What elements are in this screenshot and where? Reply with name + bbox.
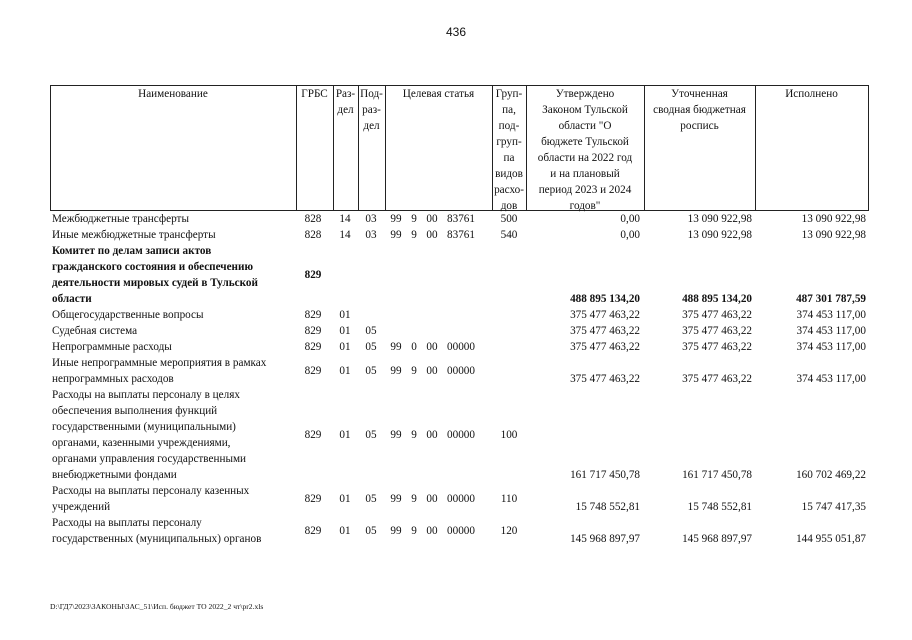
- row-name-line: органами управления государственными: [52, 453, 247, 465]
- section-code: 14: [339, 229, 351, 241]
- target-code-program: 99: [390, 213, 402, 225]
- refined-amount: 375 477 463,22: [682, 341, 752, 353]
- executed-amount: 160 702 469,22: [796, 469, 866, 481]
- approved-amount: 375 477 463,22: [570, 325, 640, 337]
- target-code-program: 99: [390, 229, 402, 241]
- header-razdel-line-0: Раз-: [335, 88, 356, 100]
- row-name-line: обеспечения выполнения функций: [52, 405, 218, 417]
- refined-amount: 15 748 552,81: [687, 501, 752, 513]
- header-refined-line-1: сводная бюджетная: [653, 104, 746, 116]
- executed-amount: 144 955 051,87: [796, 533, 866, 545]
- row-name-line: Расходы на выплаты персоналу казенных: [52, 485, 250, 497]
- header-name-line-0: Наименование: [138, 88, 208, 100]
- header-group-line-7: дов: [500, 200, 518, 212]
- row-name-line: Расходы на выплаты персоналу: [52, 517, 202, 529]
- section-code: 01: [339, 341, 351, 353]
- approved-amount: 375 477 463,22: [570, 341, 640, 353]
- grbs-code: 829: [304, 341, 322, 353]
- target-code-direction: 00: [426, 341, 438, 353]
- target-code-program: 99: [390, 341, 402, 353]
- executed-amount: 374 453 117,00: [796, 309, 866, 321]
- header-approved-line-5: и на плановый: [550, 168, 620, 180]
- executed-amount: 374 453 117,00: [796, 341, 866, 353]
- section-code: 01: [339, 309, 351, 321]
- header-group-line-4: па: [503, 152, 515, 164]
- header-approved-line-1: Законом Тульской: [542, 104, 628, 116]
- grbs-code: 829: [304, 429, 322, 441]
- target-code-program: 99: [390, 365, 402, 377]
- row-name-line: государственными (муниципальными): [52, 421, 236, 433]
- target-code-program: 99: [390, 525, 402, 537]
- section-code: 01: [339, 525, 351, 537]
- row-name-line: Судебная система: [52, 325, 138, 337]
- target-code-subprogram: 9: [411, 429, 417, 441]
- row-name-line: Иные межбюджетные трансферты: [52, 229, 216, 241]
- approved-amount: 161 717 450,78: [570, 469, 640, 481]
- approved-amount: 375 477 463,22: [570, 309, 640, 321]
- approved-amount: 0,00: [620, 213, 640, 225]
- executed-amount: 487 301 787,59: [796, 293, 866, 305]
- header-group-line-3: груп-: [496, 136, 522, 148]
- grbs-code: 828: [304, 229, 322, 241]
- executed-amount: 13 090 922,98: [801, 229, 866, 241]
- subsection-code: 03: [365, 229, 377, 241]
- target-code-direction: 00: [426, 525, 438, 537]
- grbs-code: 829: [304, 309, 322, 321]
- header-approved-line-6: период 2023 и 2024: [538, 184, 632, 196]
- approved-amount: 488 895 134,20: [570, 293, 640, 305]
- target-code-subprogram: 9: [411, 213, 417, 225]
- row-name-line: Общегосударственные вопросы: [52, 309, 204, 321]
- grbs-code: 829: [304, 493, 322, 505]
- header-podrazdel-line-0: Под-: [360, 88, 383, 100]
- header-approved-line-3: бюджете Тульской: [541, 136, 629, 148]
- target-code-subprogram: 9: [411, 493, 417, 505]
- target-code-item: 83761: [447, 229, 475, 241]
- header-podrazdel-line-2: дел: [363, 120, 380, 132]
- header-approved-line-7: годов": [569, 200, 601, 212]
- refined-amount: 13 090 922,98: [687, 213, 752, 225]
- header-executed-line-0: Исполнено: [785, 88, 838, 100]
- grbs-code: 829: [304, 269, 322, 281]
- grbs-code: 829: [304, 365, 322, 377]
- section-code: 01: [339, 365, 351, 377]
- executed-amount: 374 453 117,00: [796, 325, 866, 337]
- target-code-item: 83761: [447, 213, 475, 225]
- target-code-direction: 00: [426, 229, 438, 241]
- subsection-code: 05: [365, 341, 377, 353]
- header-group-line-0: Груп-: [495, 88, 523, 100]
- row-name-line: государственных (муниципальных) органов: [52, 533, 262, 545]
- target-code-direction: 00: [426, 493, 438, 505]
- header-approved-line-0: Утверждено: [555, 88, 615, 100]
- subsection-code: 05: [365, 429, 377, 441]
- row-name-line: учреждений: [52, 501, 111, 513]
- target-code-program: 99: [390, 493, 402, 505]
- header-podrazdel-line-1: раз-: [362, 104, 381, 116]
- section-code: 01: [339, 325, 351, 337]
- target-code-item: 00000: [447, 429, 475, 441]
- page-number: 436: [445, 25, 467, 39]
- column-rule-4: [385, 85, 386, 211]
- target-code-item: 00000: [447, 525, 475, 537]
- header-grbs-line-0: ГРБС: [301, 88, 328, 100]
- target-code-item: 00000: [447, 341, 475, 353]
- approved-amount: 0,00: [620, 229, 640, 241]
- row-name-line: гражданского состояния и обеспечению: [52, 261, 254, 273]
- grbs-code: 829: [304, 525, 322, 537]
- header-target-line-0: Целевая статья: [402, 88, 475, 100]
- column-rule-8: [755, 85, 756, 211]
- target-code-direction: 00: [426, 365, 438, 377]
- refined-amount: 375 477 463,22: [682, 309, 752, 321]
- target-code-subprogram: 0: [411, 341, 417, 353]
- section-code: 01: [339, 429, 351, 441]
- row-name-line: деятельности мировых судей в Тульской: [52, 277, 258, 289]
- approved-amount: 375 477 463,22: [570, 373, 640, 385]
- target-code-subprogram: 9: [411, 229, 417, 241]
- row-name-line: непрограммных расходов: [52, 373, 174, 385]
- expense-type-code: 500: [500, 213, 518, 225]
- expense-type-code: 100: [500, 429, 518, 441]
- approved-amount: 145 968 897,97: [570, 533, 640, 545]
- subsection-code: 05: [365, 325, 377, 337]
- header-group-line-1: па,: [502, 104, 516, 116]
- approved-amount: 15 748 552,81: [575, 501, 640, 513]
- header-refined-line-2: роспись: [680, 120, 719, 132]
- refined-amount: 375 477 463,22: [682, 325, 752, 337]
- row-name-line: Иные непрограммные мероприятия в рамках: [52, 357, 267, 369]
- refined-amount: 488 895 134,20: [682, 293, 752, 305]
- grbs-code: 828: [304, 213, 322, 225]
- refined-amount: 13 090 922,98: [687, 229, 752, 241]
- row-name-line: Непрограммные расходы: [52, 341, 172, 353]
- section-code: 14: [339, 213, 351, 225]
- column-rule-0: [50, 85, 51, 211]
- expense-type-code: 110: [500, 493, 518, 505]
- executed-amount: 13 090 922,98: [801, 213, 866, 225]
- subsection-code: 05: [365, 365, 377, 377]
- executed-amount: 374 453 117,00: [796, 373, 866, 385]
- refined-amount: 375 477 463,22: [682, 373, 752, 385]
- target-code-direction: 00: [426, 213, 438, 225]
- column-rule-1: [296, 85, 297, 211]
- row-name-line: Комитет по делам записи актов: [52, 245, 212, 257]
- header-group-line-2: под-: [498, 120, 520, 132]
- target-code-item: 00000: [447, 365, 475, 377]
- refined-amount: 145 968 897,97: [682, 533, 752, 545]
- column-rule-9: [868, 85, 869, 211]
- grbs-code: 829: [304, 325, 322, 337]
- executed-amount: 15 747 417,35: [801, 501, 866, 513]
- row-name-line: Расходы на выплаты персоналу в целях: [52, 389, 240, 401]
- target-code-subprogram: 9: [411, 525, 417, 537]
- file-path-footer: D:\ГД7\2023\ЗАКОНЫ\ЗАС_51\Исп. бюджет ТО 2022_2 чт\pr2.xls: [50, 602, 264, 611]
- header-approved-line-2: области "О: [558, 120, 612, 132]
- subsection-code: 03: [365, 213, 377, 225]
- subsection-code: 05: [365, 525, 377, 537]
- header-razdel-line-1: дел: [337, 104, 354, 116]
- target-code-item: 00000: [447, 493, 475, 505]
- header-refined-line-0: Уточненная: [671, 88, 728, 100]
- target-code-program: 99: [390, 429, 402, 441]
- row-name-line: органами, казенными учреждениями,: [52, 437, 231, 449]
- target-code-subprogram: 9: [411, 365, 417, 377]
- subsection-code: 05: [365, 493, 377, 505]
- row-name-line: внебюджетными фондами: [52, 469, 177, 481]
- section-code: 01: [339, 493, 351, 505]
- target-code-direction: 00: [426, 429, 438, 441]
- expense-type-code: 540: [500, 229, 518, 241]
- header-group-line-5: видов: [495, 168, 523, 180]
- row-name-line: области: [52, 293, 92, 305]
- header-approved-line-4: области на 2022 год: [537, 152, 633, 164]
- row-name-line: Межбюджетные трансферты: [52, 213, 189, 225]
- refined-amount: 161 717 450,78: [682, 469, 752, 481]
- header-group-line-6: расхо-: [494, 184, 524, 196]
- expense-type-code: 120: [500, 525, 518, 537]
